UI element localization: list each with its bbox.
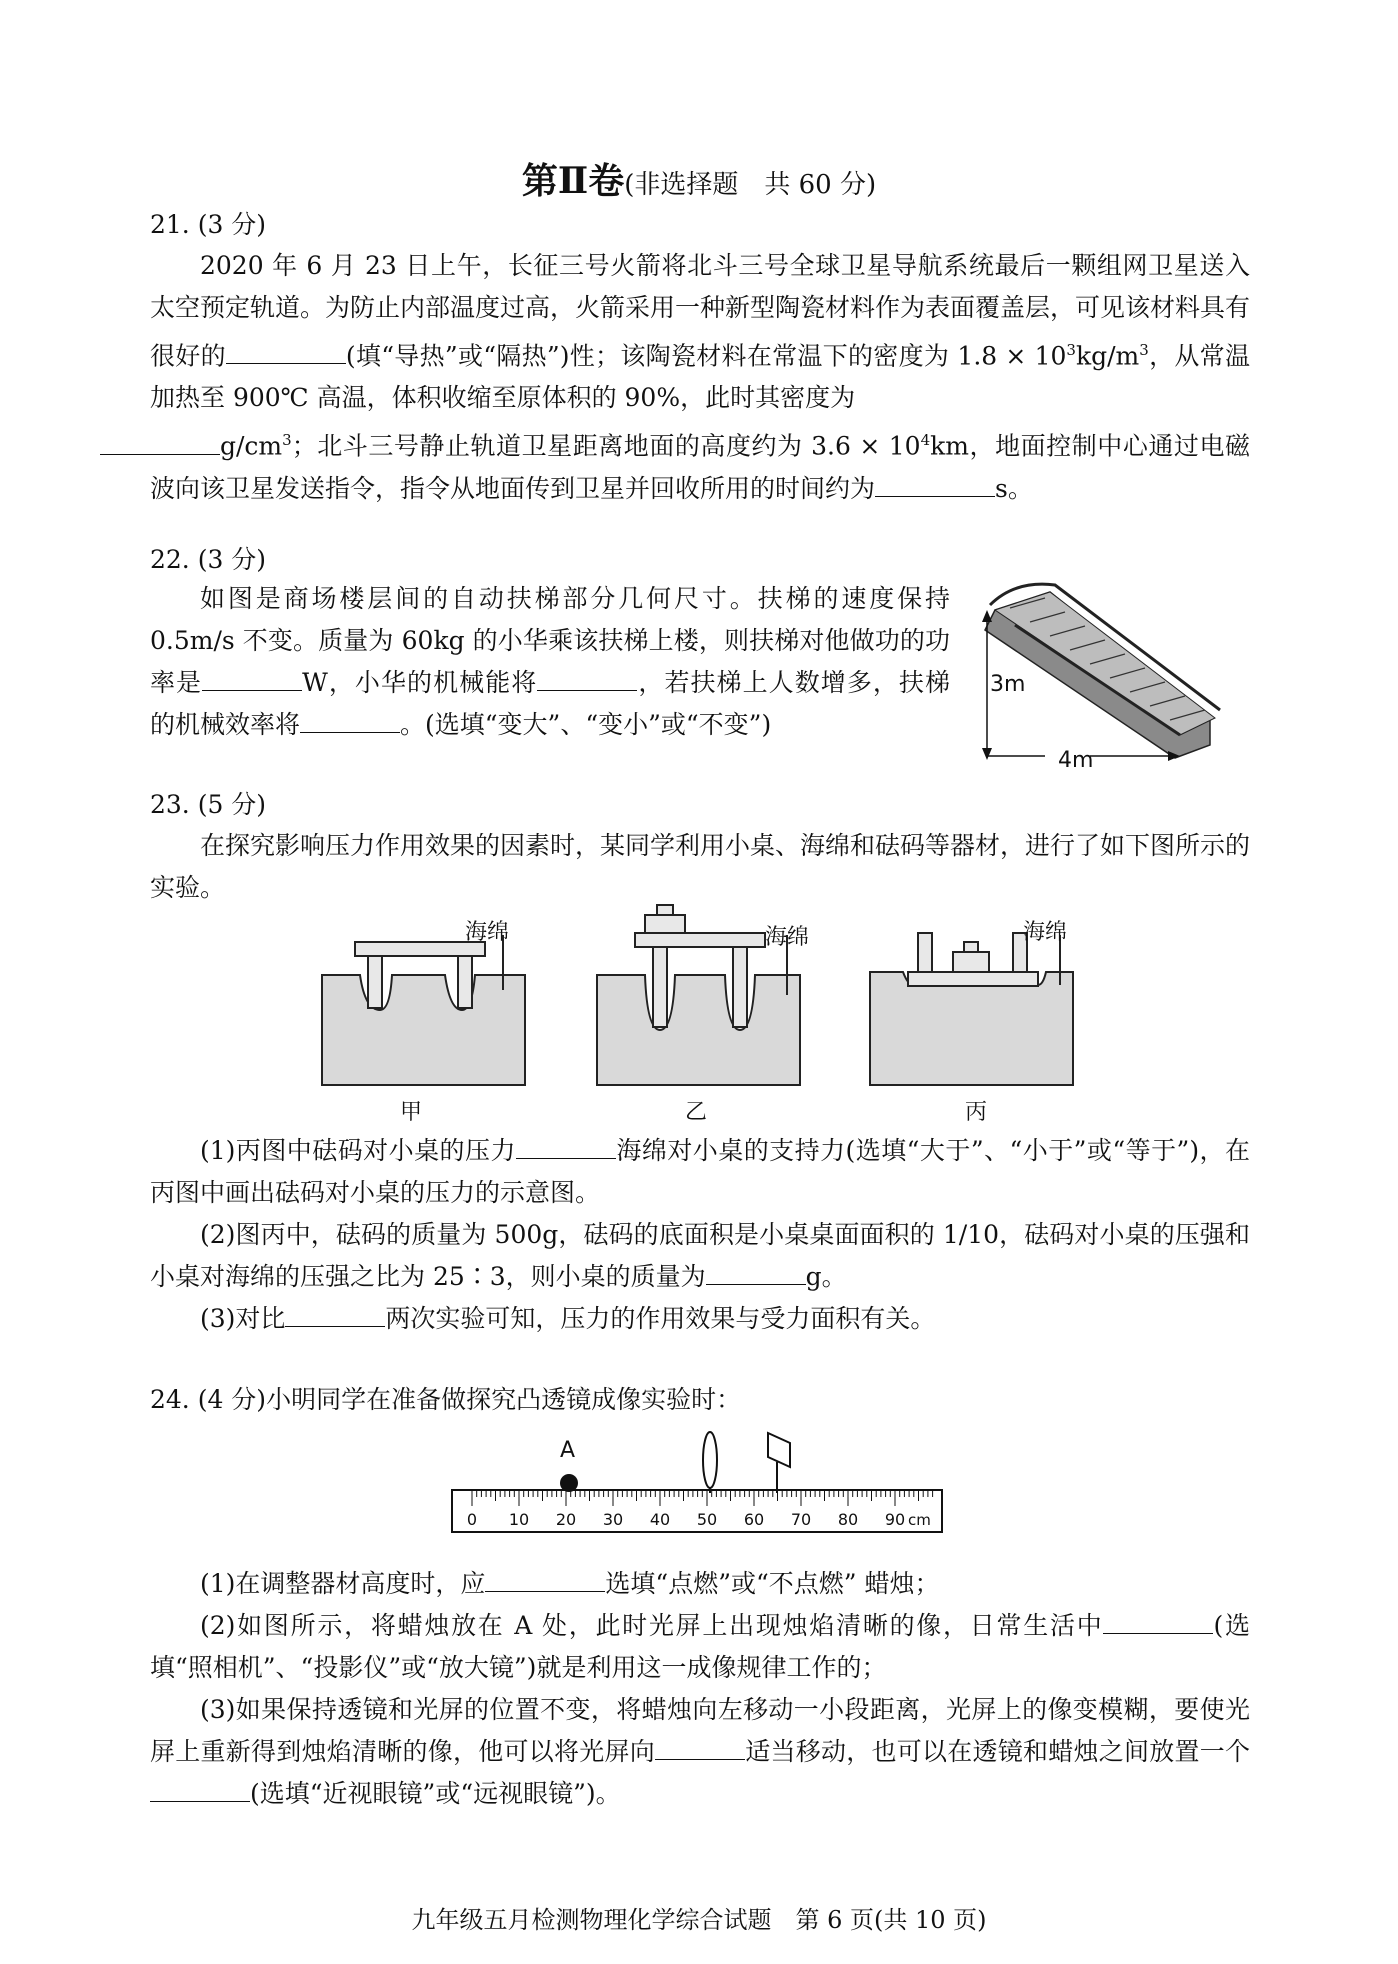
q22-blank-2[interactable] — [537, 664, 637, 691]
q22-text-3: ，若扶梯上人数增多，扶梯的机械效率将 — [150, 668, 950, 739]
q24-sub1-b: 选填“点燃”或“不点燃” 蜡烛； — [605, 1569, 940, 1598]
page-footer: 九年级五月检测物理化学综合试题 第 6 页(共 10 页) — [411, 1906, 987, 1934]
q21-sup-1: 3 — [1066, 341, 1076, 359]
q21-text-5: g/cm — [220, 431, 283, 461]
q21-blank-1[interactable] — [226, 337, 346, 364]
q24-blank-1[interactable] — [485, 1565, 605, 1592]
small-table-top — [908, 972, 1038, 986]
q23-intro: 在探究影响压力作用效果的因素时，某同学利用小桌、海绵和砝码等器材，进行了如下图所示的实验。 — [150, 831, 1251, 902]
sponge-block — [597, 975, 800, 1085]
weight — [645, 915, 685, 933]
q22-body — [150, 578, 950, 746]
q21-text-7: km，地面控制中心通过电磁波向该卫星发送指令，指令从地面传到卫星并回收所用的时间约为 — [150, 431, 1250, 503]
q23-blank-3[interactable] — [285, 1300, 385, 1327]
q21-text-2: (填“导热”或“隔热”)性；该陶瓷材料在常温下的密度为 1.8 × 10 — [345, 341, 1067, 371]
q21-text-3: kg/m — [1075, 341, 1140, 371]
optical-bench-figure — [450, 1425, 955, 1545]
ruler-number: 10 — [508, 1510, 530, 1529]
q24-sub3 — [150, 1689, 1250, 1815]
q23-sub1 — [150, 1130, 1250, 1214]
q24-blank-3[interactable] — [655, 1733, 745, 1760]
q22-text-2: W，小华的机械能将 — [302, 668, 538, 697]
ruler-number: 70 — [790, 1510, 812, 1529]
ruler-number: 40 — [649, 1510, 671, 1529]
ruler-number: 60 — [743, 1510, 765, 1529]
q24-sub1 — [150, 1563, 1250, 1605]
ruler-unit: cm — [908, 1511, 931, 1529]
q24-sub2-b: (选填“照相机”、“投影仪”或“放大镜”)就是利用这一成像规律工作的； — [150, 1611, 1250, 1682]
q21-body — [150, 245, 1250, 510]
ruler-number: 30 — [602, 1510, 624, 1529]
q23-sub2 — [150, 1214, 1250, 1298]
q22-text-4: 。(选填“变大”、“变小”或“不变”) — [400, 710, 772, 739]
q23-sub2-b: g。 — [805, 1262, 847, 1291]
candle-point-a — [560, 1474, 578, 1492]
q22-header: 22. (3 分) — [150, 545, 267, 574]
q21-sup-4: 4 — [920, 431, 931, 450]
q22-text-1: 如图是商场楼层间的自动扶梯部分几何尺寸。扶梯的速度保持 0.5m/s 不变。质量为 60kg 的小华乘该扶梯上楼，则扶梯对他做功的功率是 — [150, 584, 950, 697]
ruler-number: 90 — [884, 1510, 906, 1529]
q24-sub2 — [150, 1605, 1250, 1689]
q21-text-1: 2020 年 6 月 23 日上午，长征三号火箭将北斗三号全球卫星导航系统最后一颗组网卫星送入太空预定轨道。为防止内部温度过高，火箭采用一种新型陶瓷材料作为表面覆盖层，可见该材料具有很好的 — [150, 251, 1251, 371]
convex-lens — [703, 1432, 717, 1488]
q24-sub3-b: 适当移动，也可以在透镜和蜡烛之间放置一个 — [745, 1737, 1250, 1766]
point-a-label: A — [560, 1438, 576, 1463]
q23-sub3-a: (3)对比 — [200, 1304, 286, 1333]
q23-sub3-b: 两次实验可知，压力的作用效果与受力面积有关。 — [385, 1304, 936, 1333]
escalator-width-label: 4m — [1058, 748, 1094, 773]
q24-sub2-a: (2)如图所示，将蜡烛放在 A 处，此时光屏上出现烛焰清晰的像，日常生活中 — [200, 1611, 1104, 1640]
label-jia: 甲 — [400, 1100, 423, 1125]
escalator-height-label: 3m — [990, 672, 1026, 697]
sponge-label-bing: 海绵 — [1023, 920, 1068, 945]
small-table-top — [635, 933, 765, 947]
ruler-number: 20 — [555, 1510, 577, 1529]
sponge-label-jia: 海绵 — [465, 920, 510, 945]
q24-blank-4[interactable] — [150, 1775, 250, 1802]
experiment-bing — [868, 930, 1078, 1090]
q24-sub3-c: (选填“近视眼镜”或“远视眼镜”)。 — [250, 1779, 621, 1808]
q23-sub1-a: (1)丙图中砝码对小桌的压力 — [200, 1136, 516, 1165]
label-bing: 丙 — [965, 1100, 988, 1125]
q23-blank-1[interactable] — [516, 1132, 616, 1159]
ruler-number: 0 — [466, 1510, 478, 1529]
sponge-block — [322, 975, 525, 1085]
q21-header: 21. (3 分) — [150, 210, 267, 239]
q23-sub3 — [150, 1298, 1250, 1340]
experiment-jia — [320, 930, 530, 1090]
section-title-sub: (非选择题 共 60 分) — [624, 170, 877, 200]
q22-blank-3[interactable] — [300, 706, 400, 733]
sponge-label-yi: 海绵 — [765, 925, 810, 950]
q23-blank-2[interactable] — [706, 1258, 806, 1285]
q21-blank-3[interactable] — [875, 470, 995, 497]
q23-sub1-b: 海绵对小桌的支持力(选填“大于”、“小于”或“等于”)，在丙图中画出砝码对小桌的压力的示意图。 — [150, 1136, 1250, 1207]
q22-blank-1[interactable] — [202, 664, 302, 691]
section-title — [0, 153, 1398, 204]
sponge-block — [870, 972, 1073, 1085]
q21-sup-2: 3 — [1139, 341, 1149, 359]
q21-sup-3: 3 — [282, 431, 292, 450]
ruler-number: 80 — [837, 1510, 859, 1529]
q21-text-6: ；北斗三号静止轨道卫星距离地面的高度约为 3.6 × 10 — [291, 431, 921, 461]
ruler-number: 50 — [696, 1510, 718, 1529]
q21-text-8: s。 — [995, 473, 1033, 503]
q21-blank-2[interactable] — [100, 428, 220, 455]
section-title-main: 第Ⅱ卷 — [521, 160, 625, 202]
q21-text-4: ，从常温加热至 900℃ 高温，体积收缩至原体积的 90%，此时其密度为 — [150, 341, 1250, 413]
q24-sub3-a: (3)如果保持透镜和光屏的位置不变，将蜡烛向左移动一小段距离，光屏上的像变模糊，要使光屏上重新得到烛焰清晰的像，他可以将光屏向 — [150, 1695, 1250, 1766]
q24-blank-2[interactable] — [1103, 1607, 1213, 1634]
q24-sub1-a: (1)在调整器材高度时，应 — [200, 1569, 486, 1598]
q23-header: 23. (5 分) — [150, 790, 267, 819]
q23-sub2-a: (2)图丙中，砝码的质量为 500g，砝码的底面积是小桌桌面面积的 1/10，砝码对小桌的压强和小桌对海绵的压强之比为 25∶3，则小桌的质量为 — [150, 1220, 1250, 1291]
light-screen — [768, 1433, 790, 1467]
weight — [953, 952, 989, 972]
q24-header: 24. (4 分)小明同学在准备做探究凸透镜成像实验时： — [150, 1385, 742, 1414]
label-yi: 乙 — [685, 1100, 708, 1125]
